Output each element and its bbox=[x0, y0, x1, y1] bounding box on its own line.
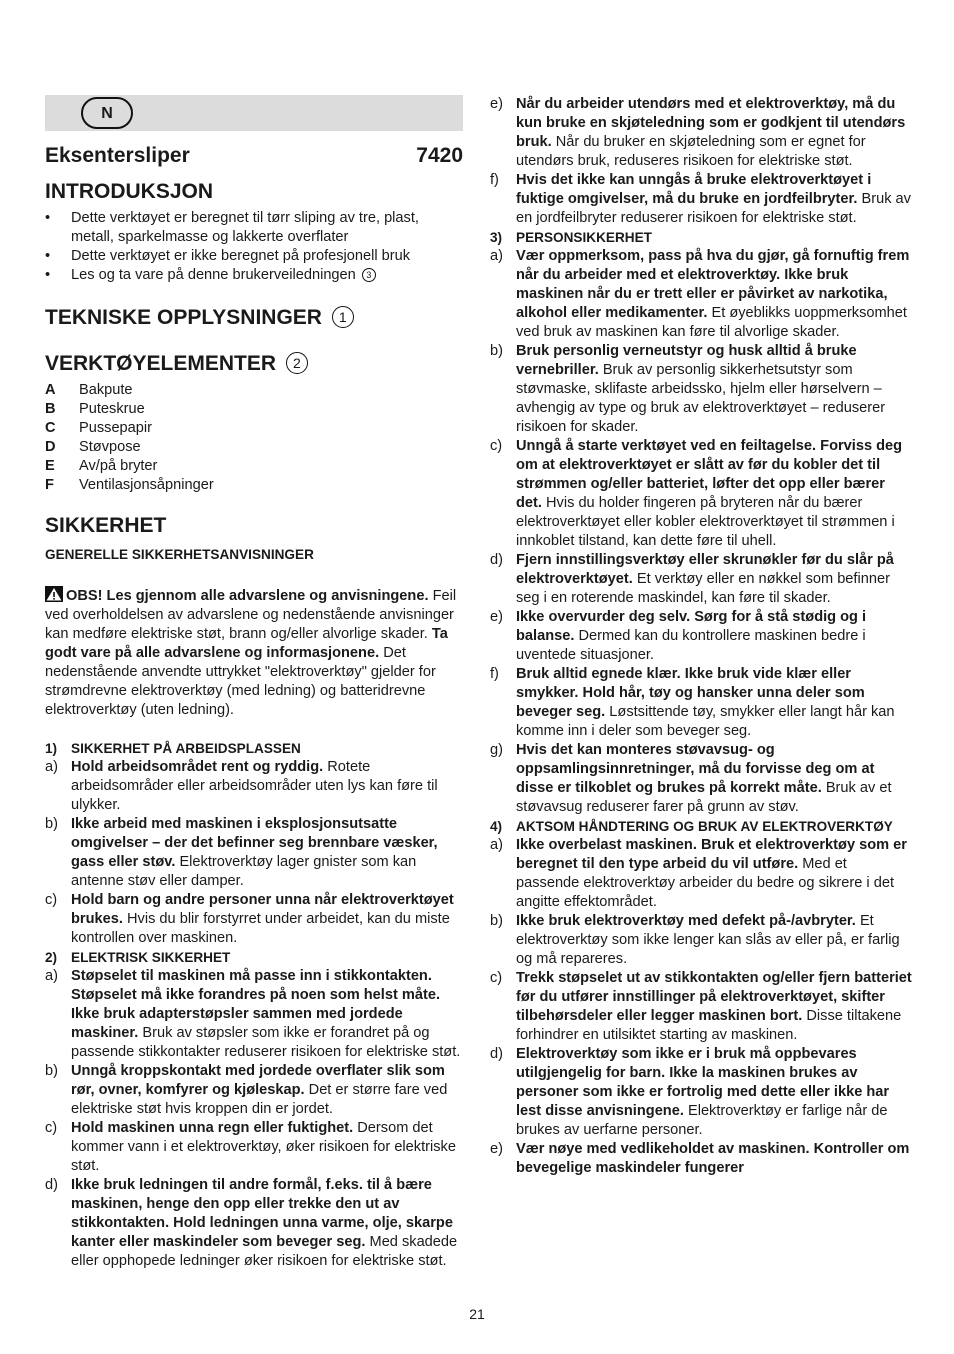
list-item: c) Unngå å starte verktøyet ved en feiltagelse. Forviss deg om at elektroverktøyet er slått av før du kobler det til strømmen og/eller batteriet, løfter det opp eller bærer det. Hvis du holder fingeren på bryteren når du bærer elektroverktøyet eller kobler elektroverktøyet til strømmen i innkoblet tilstand, kan dette føre til uhell. bbox=[490, 438, 903, 549]
list-item: • Dette verktøyet er ikke beregnet på profesjonell bruk bbox=[45, 248, 411, 264]
list-item: a) Hold arbeidsområdet rent og ryddig. Rotete arbeidsområder eller arbeidsområder uten lys kan føre til ulykker. bbox=[45, 759, 438, 813]
right-column bbox=[490, 95, 912, 1178]
list-item: f) Bruk alltid egnede klær. Ikke bruk vide klær eller smykker. Hold hår, tøy og hansker unna deler som beveger seg. Løstsittende tøy, smykker eller langt hår kan komme inn i deler som beveger seg. bbox=[490, 666, 895, 739]
figure-ref-badge: 3 bbox=[362, 268, 376, 282]
list-item: C Pussepapir bbox=[45, 420, 153, 436]
list-item: a) Ikke overbelast maskinen. Bruk et elektroverktøy som er beregnet til den type arbeid du vil utføre. Med et passende elektroverktøy arbeider du bedre og sikrere i det angitte effektområdet. bbox=[490, 837, 907, 910]
tech-heading: TEKNISKE OPPLYSNINGER 1 bbox=[45, 305, 463, 331]
product-title: Eksentersliper bbox=[45, 144, 190, 167]
list-item: A Bakpute bbox=[45, 382, 133, 398]
list-item: c) Trekk støpselet ut av stikkontakten og/eller fjern batteriet før du utfører innstillinger på elektroverktøyet, skifter tilbehørsdeler eller legger maskinen bort. Disse tiltakene forhindrer en utilsiktet starting av maskinen. bbox=[490, 970, 912, 1043]
language-bar bbox=[45, 95, 463, 131]
section-heading: 1) SIKKERHET PÅ ARBEIDSPLASSEN bbox=[45, 741, 301, 756]
section-heading: 2) ELEKTRISK SIKKERHET bbox=[45, 950, 231, 965]
list-item: • Les og ta vare på denne brukerveiledningen 3 bbox=[45, 266, 463, 285]
left-column bbox=[45, 95, 463, 1271]
language-badge: N bbox=[81, 97, 133, 129]
section-heading: 4) AKTSOM HÅNDTERING OG BRUK AV ELEKTROVERKTØY bbox=[490, 819, 893, 834]
intro-bullets bbox=[45, 209, 463, 285]
product-title-row bbox=[45, 143, 463, 169]
list-item: f) Hvis det ikke kan unngås å bruke elektroverktøyet i fuktige omgivelser, må du bruke en jordfeilbryter. Bruk av en jordfeilbryter reduserer risikoen for elektriske støt. bbox=[490, 172, 911, 226]
list-item: c) Hold barn og andre personer unna når elektroverktøyet brukes. Hvis du blir forstyrret under arbeidet, kan du miste kontrollen over maskinen. bbox=[45, 892, 454, 946]
list-item: B Puteskrue bbox=[45, 401, 145, 417]
list-item: • Dette verktøyet er beregnet til tørr sliping av tre, plast, metall, sparkelmasse og lakkerte overflater bbox=[45, 210, 419, 245]
section-heading: 3) PERSONSIKKERHET bbox=[490, 230, 652, 245]
list-item: D Støvpose bbox=[45, 439, 141, 455]
list-item: d) Fjern innstillingsverktøy eller skrunøkler før du slår på elektroverktøyet. Et verktøy eller en nøkkel som befinner seg i en roterende maskindel, kan føre til skader. bbox=[490, 552, 894, 606]
page-number: 21 bbox=[469, 1306, 485, 1322]
list-item: b) Bruk personlig verneutstyr og husk alltid å bruke vernebriller. Bruk av personlig sikkerhetsutstyr som støvmaske, sklifaste arbeidssko, hjelm eller hørselvern – avhengig av type og bruk av elektroverktøyet – reduserer risikoen for skader. bbox=[490, 343, 886, 435]
safety-heading: SIKKERHET bbox=[45, 514, 167, 537]
safety-subheading: GENERELLE SIKKERHETSANVISNINGER bbox=[45, 547, 314, 562]
list-item: d) Elektroverktøy som ikke er i bruk må oppbevares utilgjengelig for barn. Ikke la maskinen brukes av personer som ikke er fortrolig med dette eller ikke har lest disse anvisningene. Elektroverktøy er farlige når de brukes av uerfarne personer. bbox=[490, 1046, 890, 1138]
list-item: b) Ikke arbeid med maskinen i eksplosjonsutsatte omgivelser – der det befinner seg brennbare væsker, gass eller støv. Elektroverktøy lager gnister som kan antenne støv eller damper. bbox=[45, 816, 438, 889]
list-item: g) Hvis det kan monteres støvavsug- og oppsamlingsinnretninger, må du forvisse deg om at disse er tilkoblet og brukes på korrekt måte. Bruk av et støvavsug reduserer farer på grunn av støv. bbox=[490, 742, 892, 815]
list-item: e) Vær nøye med vedlikeholdet av maskinen. Kontroller om bevegelige maskindeler fungerer bbox=[490, 1141, 910, 1176]
list-item: d) Ikke bruk ledningen til andre formål, f.eks. til å bære maskinen, henge den opp eller trekke den ut av stikkontakten. Hold ledningen unna varme, olje, skarpe kanter eller maskindeler som beveger seg. Med skadede eller opphopede ledninger øker risikoen for elektriske støt. bbox=[45, 1177, 458, 1269]
warning-paragraph: OBS! Les gjennom alle advarslene og anvisningene. Feil ved overholdelsen av advarslene og nedenstående anvisninger kan medføre elektriske støt, brann og/eller alvorlige skader. Ta godt vare på alle advarslene og informasjonene. Det nedenstående anvendte uttrykket "elektroverktøy" gjelder for strømdrevne elektroverktøy (med ledning) og batteridrevne elektroverktøy (uten ledning). bbox=[45, 588, 457, 718]
list-item: c) Hold maskinen unna regn eller fuktighet. Dersom det kommer vann i et elektroverktøy, øker risikoen for elektriske støt. bbox=[45, 1120, 456, 1174]
intro-heading: INTRODUKSJON bbox=[45, 180, 214, 203]
list-item: e) Når du arbeider utendørs med et elektroverktøy, må du kun bruke en skjøteledning som er godkjent til utendørs bruk. Når du bruker en skjøteledning som er egnet for utendørs bruk, reduseres risikoen for elektriske støt. bbox=[490, 96, 906, 169]
tools-heading: VERKTØYELEMENTER 2 bbox=[45, 351, 463, 377]
list-item: E Av/på bryter bbox=[45, 458, 158, 474]
list-item: b) Unngå kroppskontakt med jordede overflater slik som rør, ovner, komfyrer og kjøleskap. Det er større fare ved elektriske støt hvis kroppen din er jordet. bbox=[45, 1063, 448, 1117]
warning-icon bbox=[45, 586, 63, 602]
list-item: a) Støpselet til maskinen må passe inn i stikkontakten. Støpselet må ikke forandres på noen som helst måte. Ikke bruk adapterstøpsler sammen med jordede maskiner. Bruk av støpsler som ikke er forandret på og passende stikkontakter reduserer risikoen for elektriske støt. bbox=[45, 968, 461, 1060]
figure-ref-badge: 1 bbox=[332, 306, 354, 328]
list-item: a) Vær oppmerksom, pass på hva du gjør, gå fornuftig frem når du arbeider med et elektroverktøy. Ikke bruk maskinen når du er trett eller er påvirket av narkotika, alkohol eller medikamenter. Et øyeblikks uoppmerksomhet ved bruk av maskinen kan føre til alvorlige skader. bbox=[490, 248, 910, 340]
product-model: 7420 bbox=[416, 144, 463, 167]
list-item: F Ventilasjonsåpninger bbox=[45, 477, 214, 493]
figure-ref-badge: 2 bbox=[286, 352, 308, 374]
list-item: b) Ikke bruk elektroverktøy med defekt på-/avbryter. Et elektroverktøy som ikke lenger kan slås av eller på, er farlig og må repareres. bbox=[490, 913, 900, 967]
list-item: e) Ikke overvurder deg selv. Sørg for å stå stødig og i balanse. Dermed kan du kontrollere maskinen bedre i uventede situasjoner. bbox=[490, 609, 867, 663]
parts-list bbox=[45, 381, 463, 495]
